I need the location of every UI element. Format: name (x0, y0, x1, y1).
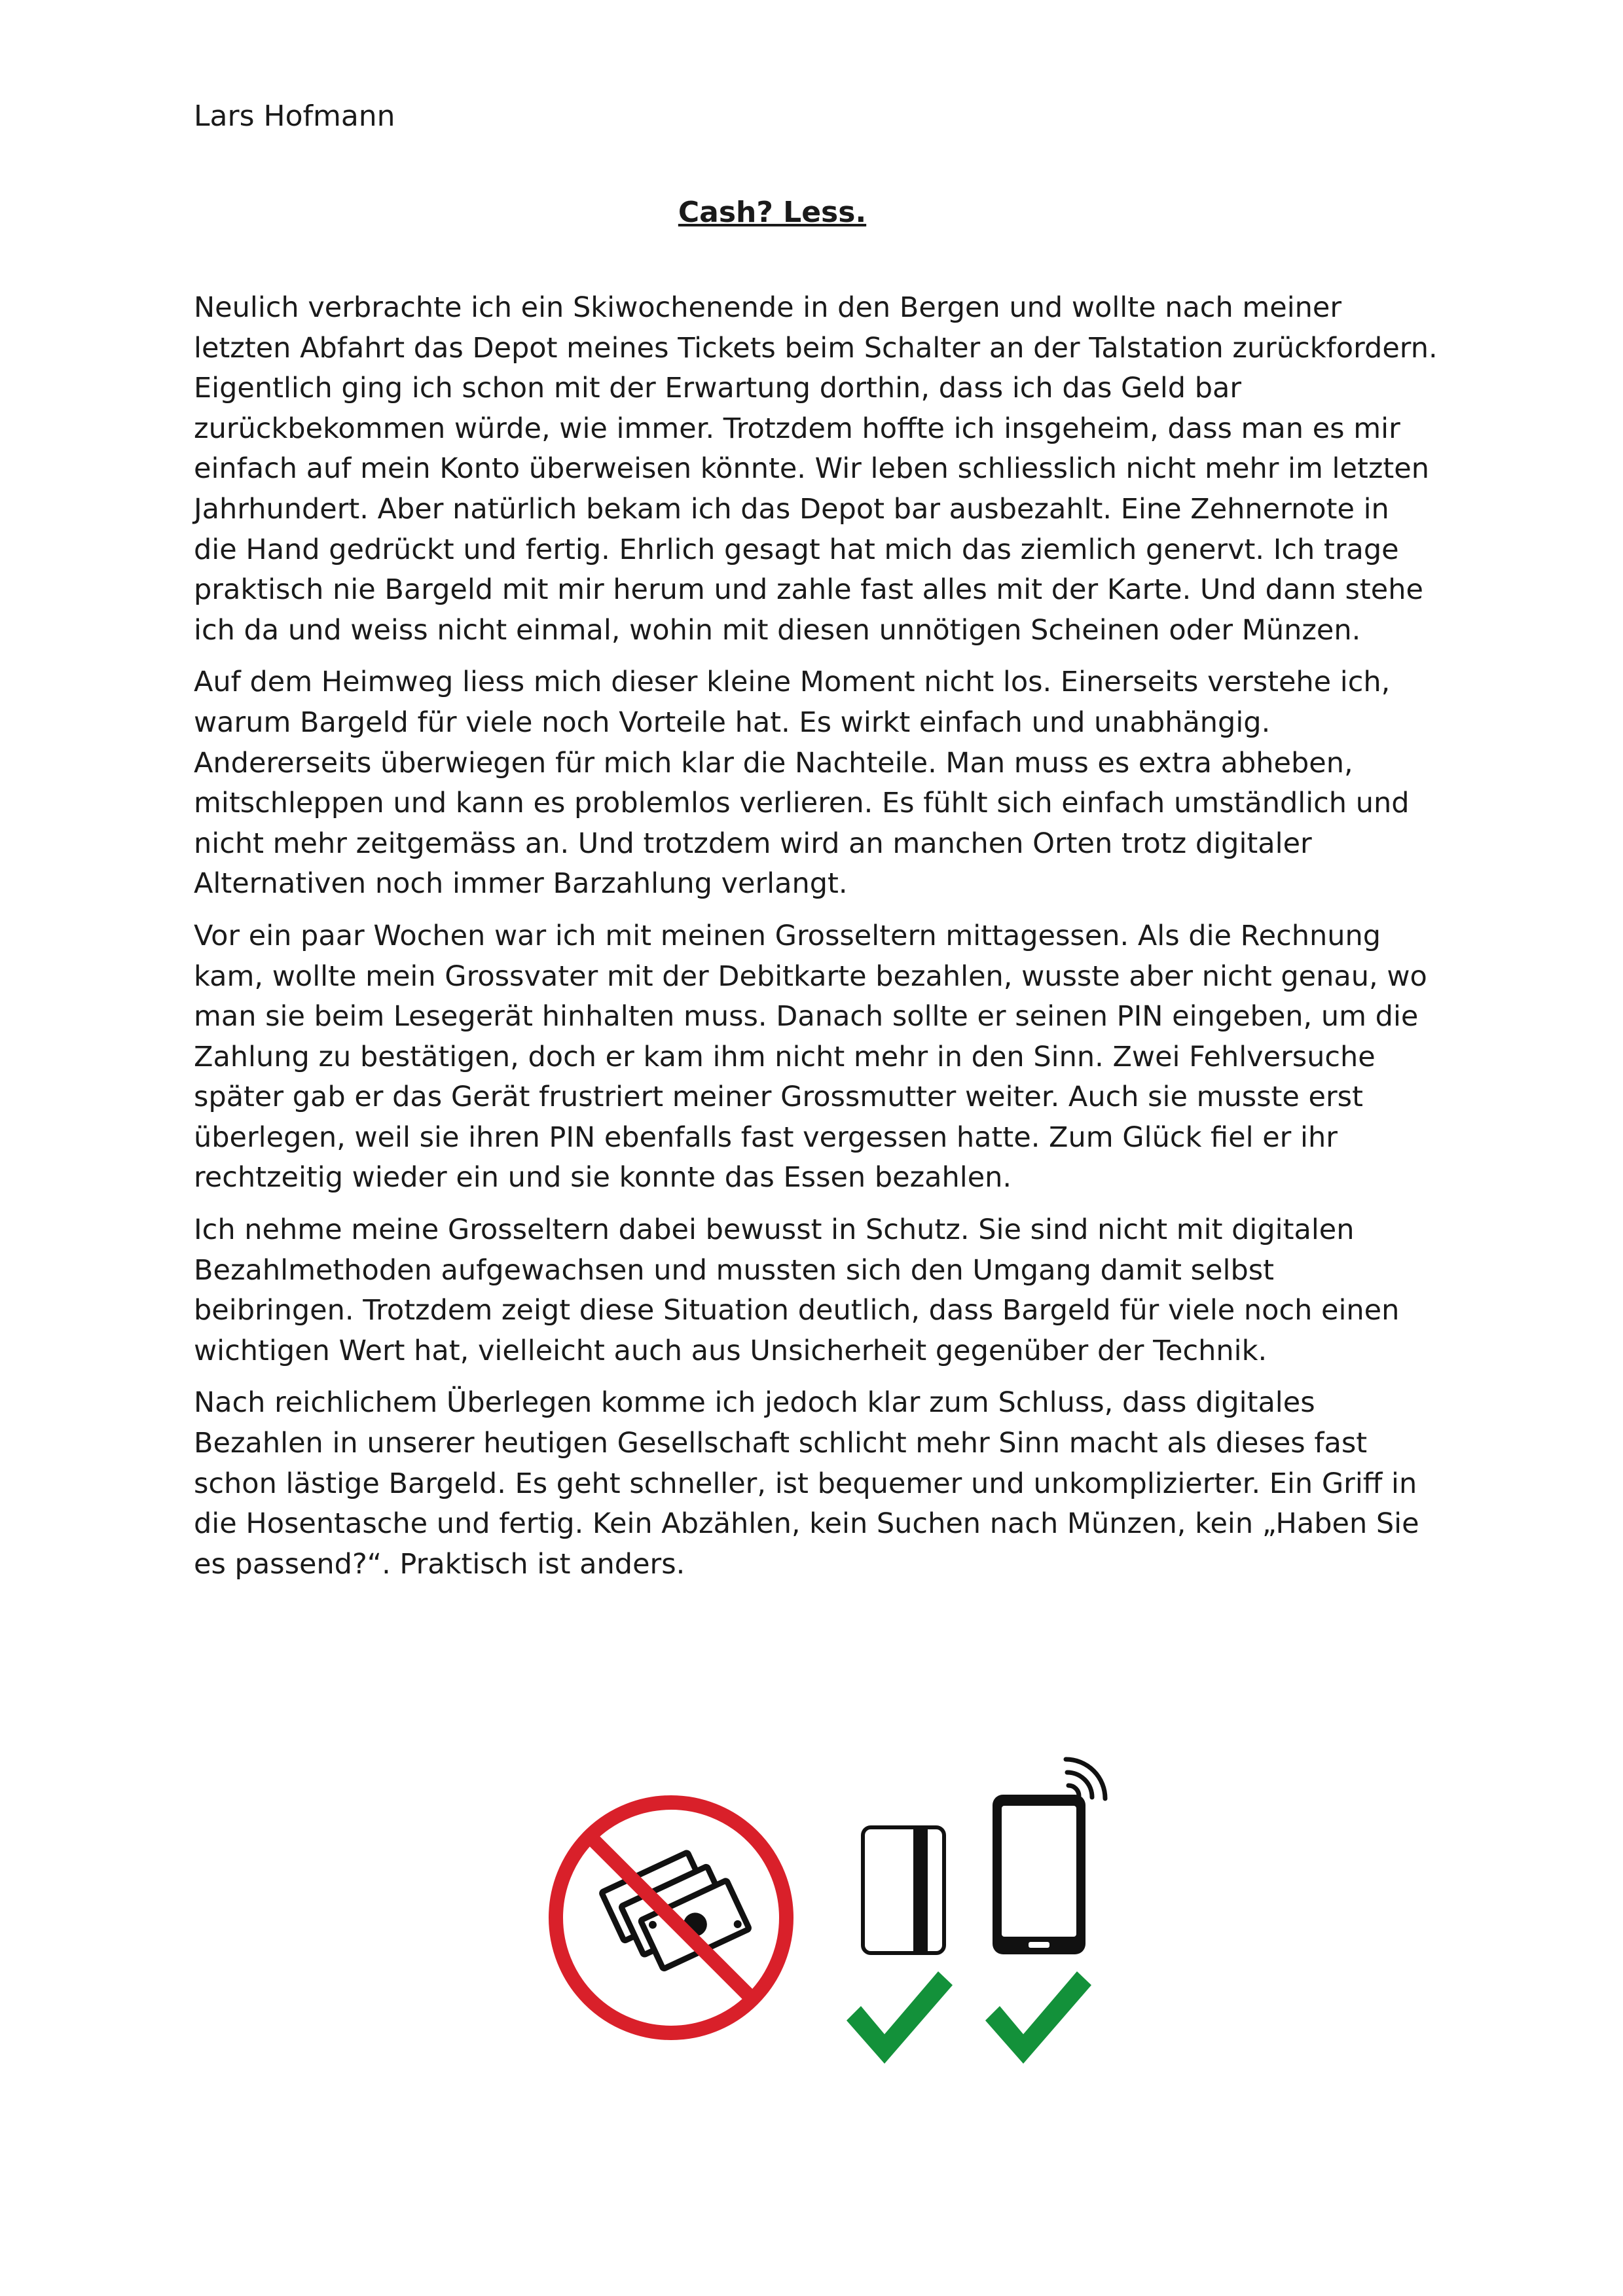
paragraph-1: Neulich verbrachte ich ein Skiwochenende in den Bergen und wollte nach meiner letzten Abfahrt das Depot meines Tickets beim Schalter an der Talstation zurückfordern. Eigentlich ging ich schon mit der Erwartung dorthin, dass ich das Geld bar zurückbekommen würde, wie immer. Trotzdem hoffte ich insgeheim, dass man es mir einfach auf mein Konto überweisen könnte. Wir leben schliesslich nicht mehr im letzten Jahrhundert. Aber natürlich bekam ich das Depot bar ausbezahlt. Eine Zehnernote in die Hand gedrückt und fertig. Ehrlich gesagt hat mich das ziemlich genervt. Ich trage praktisch nie Bargeld mit mir herum und zahle fast alles mit der Karte. Und dann stehe ich da und weiss nicht einmal, wohin mit diesen unnötigen Scheinen oder Münzen. (194, 291, 1438, 647)
contactless-icon (1066, 1759, 1105, 1799)
paragraph-3: Vor ein paar Wochen war ich mit meinen Grosseltern mittagessen. Als die Rechnung kam, wollte mein Grossvater mit der Debitkarte bezahlen, wusste aber nicht genau, wo man sie beim Lesegerät hinhalten muss. Danach sollte er seinen PIN eingeben, um die Zahlung zu bestätigen, doch er kam ihm nicht mehr in den Sinn. Zwei Fehlversuche später gab er das Gerät frustriert meiner Grossmutter weiter. Auch sie musste erst überlegen, weil sie ihren PIN ebenfalls fast vergessen hatte. Zum Glück fiel er ihr rechtzeitig wieder ein und sie konnte das Essen bezahlen. (194, 919, 1427, 1194)
smartphone-icon (993, 1795, 1085, 1954)
paragraph-5: Nach reichlichem Überlegen komme ich jedoch klar zum Schluss, dass digitales Bezahlen in unserer heutigen Gesellschaft schlicht mehr Sinn macht als dieses fast schon lästige Bargeld. Es geht schneller, ist bequemer und unkomplizierter. Ein Griff in die Hosentasche und fertig. Kein Abzählen, kein Suchen nach Münzen, kein „Haben Sie es passend?“. Praktisch ist anders. (194, 1386, 1419, 1581)
document-title: Cash? Less. (678, 196, 867, 229)
check-card-icon (847, 1971, 953, 2064)
paragraph-2: Auf dem Heimweg liess mich dieser kleine Moment nicht los. Einerseits verstehe ich, warum Bargeld für viele noch Vorteile hat. Es wirkt einfach und unabhängig. Andererseits überwiegen für mich klar die Nachteile. Man muss es extra abheben, mitschleppen und kann es problemlos verlieren. Es fühlt sich einfach umständlich und nicht mehr zeitgemäss an. Und trotzdem wird an manchen Orten trotz digitaler Alternativen noch immer Barzahlung verlangt. (194, 666, 1410, 901)
author-name: Lars Hofmann (194, 99, 395, 133)
paragraph-4: Ich nehme meine Grosseltern dabei bewusst in Schutz. Sie sind nicht mit digitalen Bezahlmethoden aufgewachsen und mussten sich den Umgang damit selbst beibringen. Trotzdem zeigt diese Situation deutlich, dass Bargeld für viele noch einen wichtigen Wert hat, vielleicht auch aus Unsicherheit gegenüber der Technik. (194, 1213, 1400, 1367)
no-cash-icon (556, 1803, 786, 2033)
card-icon (863, 1827, 944, 1953)
payment-illustration (547, 1741, 1136, 2094)
check-phone-icon (985, 1971, 1091, 2064)
article-body (194, 288, 1438, 1596)
